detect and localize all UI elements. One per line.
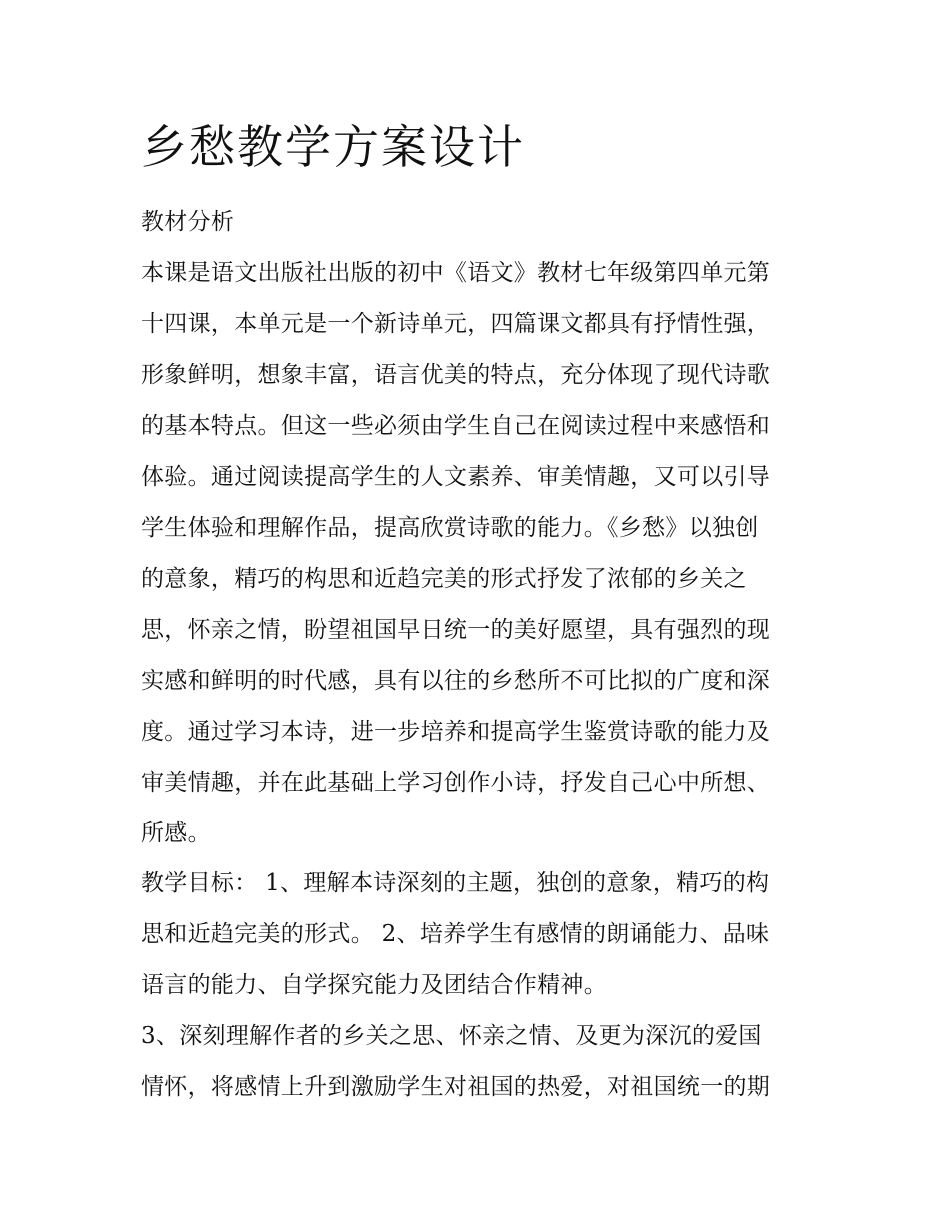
paragraph-line: 所感。	[141, 820, 211, 846]
paragraph-line: 的意象，精巧的构思和近趋完美的形式抒发了浓郁的乡关之	[141, 566, 747, 592]
teaching-goals-line: 情怀，将感情上升到激励学生对祖国的热爱，对祖国统一的期	[141, 1074, 771, 1100]
section-heading-textbook-analysis: 教材分析	[141, 209, 235, 235]
teaching-goals-line: 教学目标： 1、理解本诗深刻的主题，独创的意象，精巧的构	[141, 870, 770, 896]
paragraph-line: 审美情趣，并在此基础上学习创作小诗，抒发自己心中所想、	[141, 770, 771, 796]
paragraph-line: 学生体验和理解作品，提高欣赏诗歌的能力。《乡愁》以独创	[141, 515, 759, 541]
paragraph-line: 形象鲜明，想象丰富，语言优美的特点，充分体现了现代诗歌	[141, 362, 771, 388]
paragraph-line: 度。通过学习本诗，进一步培养和提高学生鉴赏诗歌的能力及	[141, 719, 771, 745]
paragraph-line: 思，怀亲之情，盼望祖国早日统一的美好愿望，具有强烈的现	[141, 617, 771, 643]
paragraph-line: 的基本特点。但这一些必须由学生自己在阅读过程中来感悟和	[141, 413, 771, 439]
paragraph-line: 本课是语文出版社出版的初中《语文》教材七年级第四单元第	[141, 260, 771, 286]
teaching-goals-line: 3、深刻理解作者的乡关之思、怀亲之情、及更为深沉的爱国	[141, 1023, 762, 1049]
document-title: 乡愁教学方案设计	[141, 120, 525, 174]
paragraph-line: 十四课，本单元是一个新诗单元，四篇课文都具有抒情性强，	[141, 311, 771, 337]
paragraph-line: 体验。通过阅读提高学生的人文素养、审美情趣，又可以引导	[141, 464, 771, 490]
teaching-goals-line: 语言的能力、自学探究能力及团结合作精神。	[141, 972, 607, 998]
teaching-goals-line: 思和近趋完美的形式。 2、培养学生有感情的朗诵能力、品味	[141, 921, 770, 947]
document-body	[141, 197, 821, 1113]
paragraph-line: 实感和鲜明的时代感，具有以往的乡愁所不可比拟的广度和深	[141, 668, 771, 694]
